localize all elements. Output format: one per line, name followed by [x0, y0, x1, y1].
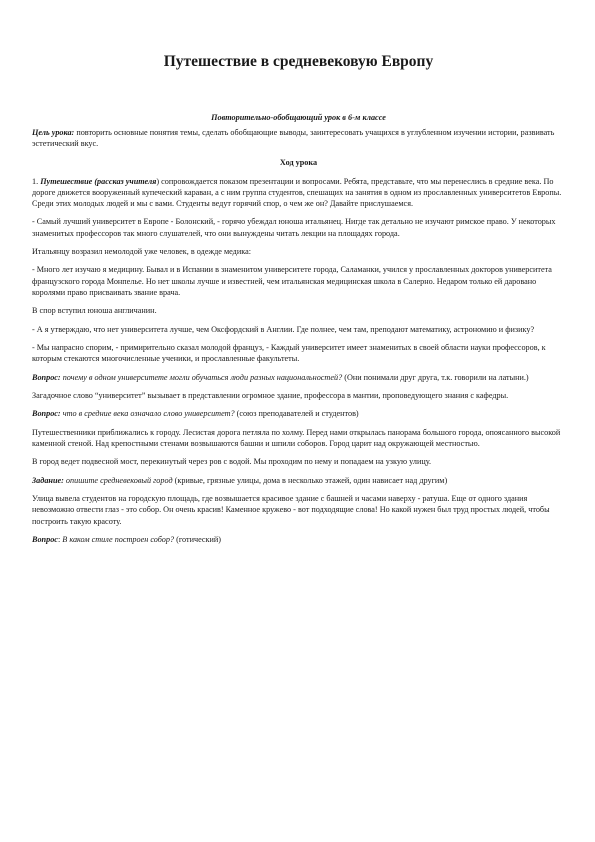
- travel-intro-paragraph: [32, 176, 565, 210]
- question-text: В каком стиле построен собор?: [62, 534, 175, 544]
- french-student-paragraph: - Мы напрасно спорим, - примирительно сказал молодой француз, - Каждый университет имеет знаменитых в своей области науки профессоров, к которым стекаются многочисленные ученики, и прославленные факультеты.: [32, 342, 546, 364]
- bridge-paragraph: В город ведет подвесной мост, перекинутый через ров с водой. Мы проходим по нему и попадаем на узкую улицу.: [32, 457, 432, 467]
- english-student-intro-paragraph: В спор вступил юноша англичанин.: [32, 306, 157, 316]
- task-answer: (кривые, грязные улицы, дома в несколько этажей, один нависает над другим): [172, 475, 448, 485]
- document-page: [32, 0, 565, 545]
- question-text: почему в одном университете могли обучаться люди разных национальностей?: [60, 372, 343, 382]
- english-student-speech-paragraph: - А я утверждаю, что нет университета лучше, чем Оксфордский в Англии. Где полнее, чем там, преподают математику, астрономию и физику?: [32, 324, 535, 334]
- question-separator: :: [57, 534, 63, 544]
- document-title: Путешествие в средневековую Европу: [163, 53, 434, 70]
- lesson-progress-heading: Ход урока: [279, 158, 318, 168]
- travel-text: ) сопровождается показом презентации и вопросами. Ребята, представьте, что мы перенеслись в средние века. По дороге движется вооруженный купеческий караван, а с ним группа студентов, спешащих на занятия в одном из прославленных университетов Европы. Среди этих молодых людей и мы с вами. Студенты ведут горячий спор, о чем же он? Давайте прислушаемся.: [32, 176, 562, 208]
- task-label: Задание:: [32, 475, 64, 485]
- travel-label: Путешествие (рассказ учителя: [40, 176, 157, 186]
- medic-speech-paragraph: - Много лет изучаю я медицину. Бывал и в Испании в знаменитом университете города, Саламанки, учился у прославленных докторов университета французского города Монпелье. Но нет школы лучше и известней, чем итальянская медицинская школа в Салерно. Недаром только ей даровано королями право присваивать звание врача.: [32, 265, 552, 297]
- item-number: 1.: [32, 176, 41, 186]
- medic-intro-paragraph: Итальянцу возразил немолодой уже человек, в одежде медика:: [32, 246, 251, 256]
- task-text: опишите средневековый город: [63, 475, 173, 485]
- italian-student-paragraph: - Самый лучший университет в Европе - Болонский, - горячо убеждал юноша итальянец. Нигде так детально не изучают римское право. У некоторых знаменитых профессоров так много слушателей, что они вынуждены читать лекции на площадях города.: [32, 217, 556, 238]
- question-text: что в средние века означало слово университет?: [60, 409, 235, 419]
- question-cathedral-style-paragraph: [32, 534, 565, 545]
- city-square-paragraph: Улица вывела студентов на городскую площадь, где возвышается красивое здание с башней и часами наверху - ратуша. Еще от одного здания невозможно отвести глаз - это собор. Он очень красив! Каменное кружево - вот подходящие слова! Но какой нужен был труд простых людей, чтобы построить такую красоту.: [32, 494, 550, 526]
- question-nationalities-paragraph: [32, 372, 565, 383]
- question-label: Вопрос:: [32, 372, 61, 382]
- question-label: Вопрос: [32, 534, 58, 544]
- question-answer: (Они понимали друг друга, т.к. говорили на латыни.): [342, 372, 529, 382]
- lesson-subtitle: Повторительно-обобщающий урок в 6-м классе: [211, 113, 386, 122]
- question-answer: (союз преподавателей и студентов): [234, 409, 359, 419]
- goal-label: Цель урока:: [32, 128, 75, 137]
- goal-text: повторить основные понятия темы, сделать обобщающие выводы, заинтересовать учащихся в углубленном изучении истории, развивать эстетический вкус.: [32, 128, 555, 149]
- task-describe-city-paragraph: [32, 475, 565, 486]
- lesson-goal-paragraph: [32, 127, 565, 149]
- university-word-paragraph: Загадочное слово “университет” вызывает в представлении огромное здание, профессора в мантии, проповедующего знания с кафедры.: [32, 390, 509, 400]
- question-answer: (готический): [174, 534, 222, 544]
- approaching-city-paragraph: Путешественники приближались к городу. Лесистая дорога петляла по холму. Перед нами открылась панорама большого города, опоясанного высокой каменной стеной. Над крепостными стенами возвышаются башни и шпили соборов. Город царит над окружающей местностью.: [32, 427, 561, 448]
- question-label: Вопрос:: [32, 409, 61, 419]
- question-university-meaning-paragraph: [32, 408, 565, 419]
